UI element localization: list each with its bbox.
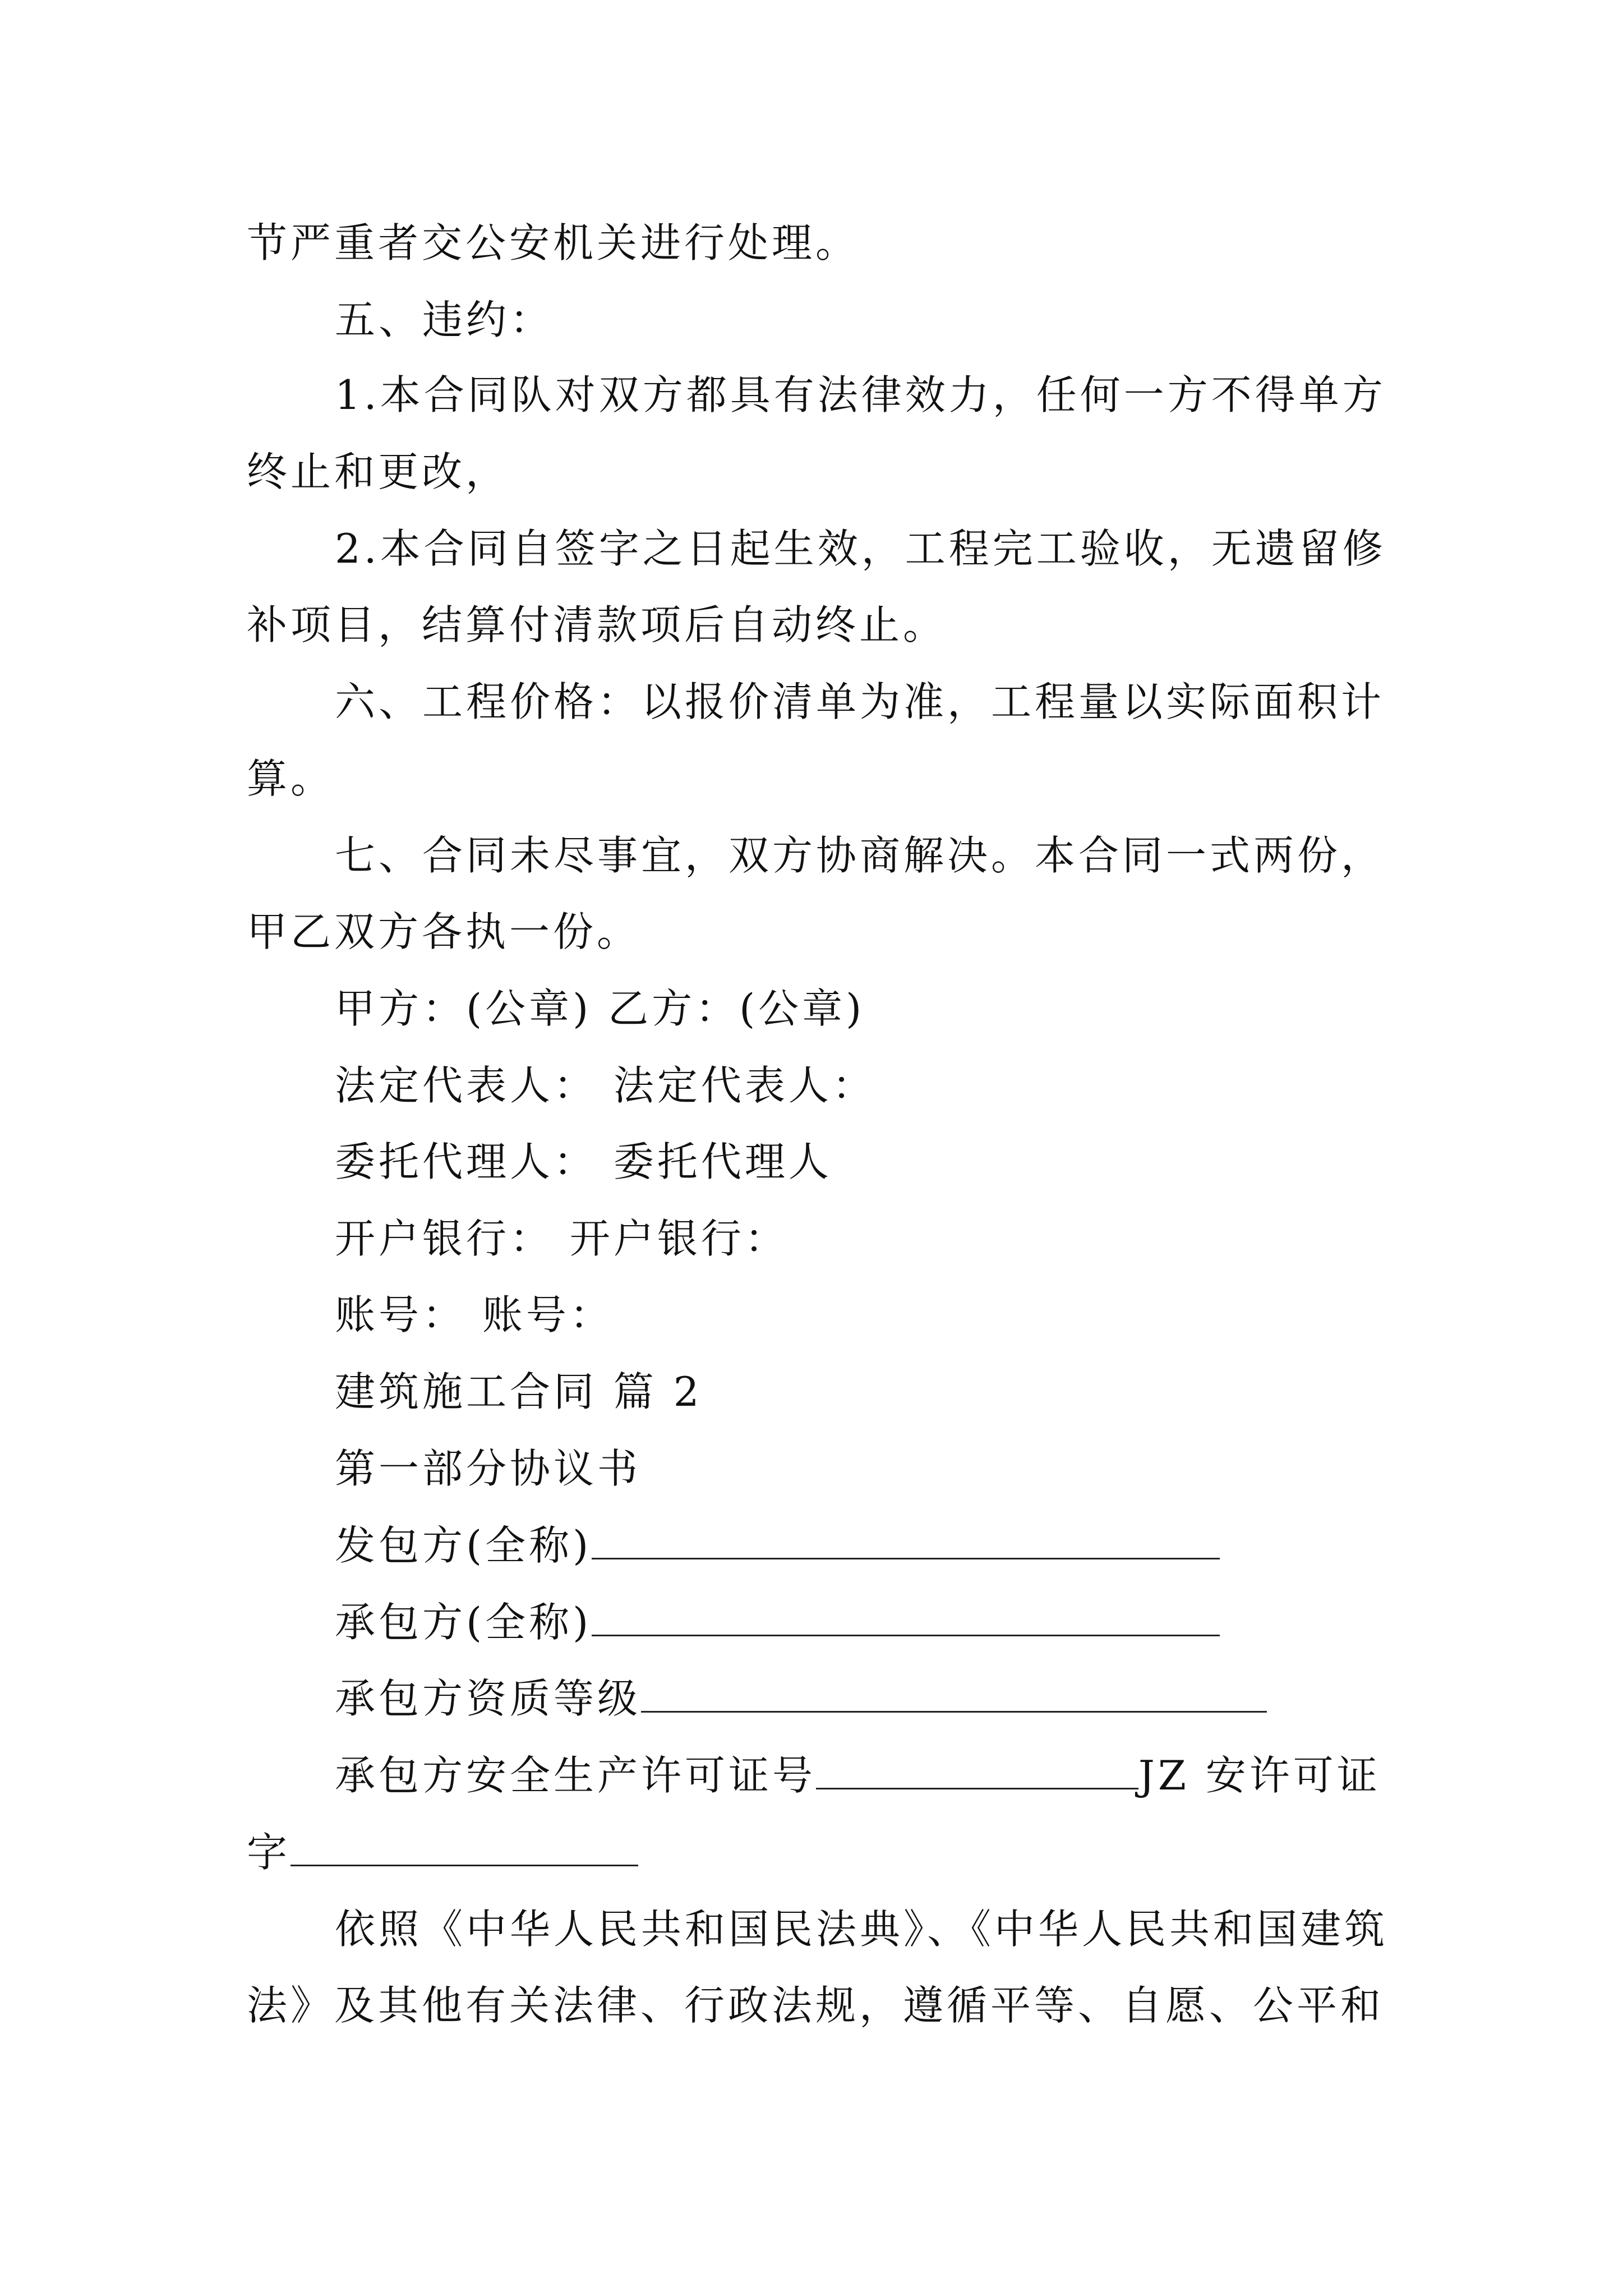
form-row-license-cont	[247, 1824, 638, 1880]
form-row-employer	[335, 1517, 1220, 1573]
form-row-license	[335, 1747, 1381, 1803]
form-row-qualification	[335, 1671, 1267, 1727]
field-label: 承包方安全生产许可证号	[335, 1752, 817, 1799]
section-heading-breach: 五、违约：	[335, 296, 554, 343]
paragraph-line: 补项目，结算付清款项后自动终止。	[247, 601, 947, 648]
paragraph-line: 七、合同未尽事宜，双方协商解决。本合同一式两份，	[335, 832, 1385, 879]
paragraph-line: 终止和更改，	[247, 448, 510, 495]
field-label: 承包方资质等级	[335, 1675, 642, 1722]
form-row-contractor	[335, 1594, 1220, 1650]
paragraph-line: 节严重者交公安机关进行处理。	[247, 219, 860, 266]
signature-line-seal: 甲方：(公章) 乙方：(公章)	[335, 985, 865, 1032]
section-title: 建筑施工合同 篇 2	[335, 1368, 703, 1415]
paragraph-line: 2.本合同自签字之日起生效，工程完工验收，无遗留修	[335, 525, 1386, 572]
section-subtitle: 第一部分协议书	[335, 1445, 642, 1492]
signature-line-bank: 开户银行： 开户银行：	[335, 1215, 789, 1262]
blank-field	[291, 1832, 638, 1866]
paragraph-line: 1.本合同队对双方都具有法律效力，任何一方不得单方	[335, 371, 1386, 418]
blank-field	[592, 1602, 1220, 1636]
blank-field	[592, 1525, 1220, 1559]
signature-line-agent: 委托代理人： 委托代理人	[335, 1138, 832, 1185]
paragraph-line: 甲乙双方各执一份。	[247, 908, 641, 955]
field-label: 字	[247, 1829, 291, 1876]
blank-field	[641, 1678, 1267, 1713]
paragraph-line: 法》及其他有关法律、行政法规，遵循平等、自愿、公平和	[247, 1982, 1385, 2029]
signature-line-account: 账号： 账号：	[335, 1291, 614, 1338]
paragraph-line: 六、工程价格：以报价清单为准，工程量以实际面积计	[335, 678, 1385, 725]
field-label: 承包方(全称)	[335, 1599, 592, 1646]
field-label: JZ 安许可证	[1138, 1752, 1381, 1799]
paragraph-line: 算。	[247, 755, 335, 802]
paragraph-line: 依照《中华人民共和国民法典》、《中华人民共和国建筑	[335, 1906, 1389, 1953]
blank-field	[816, 1755, 1138, 1789]
field-label: 发包方(全称)	[335, 1522, 592, 1569]
signature-line-legal-rep: 法定代表人： 法定代表人：	[335, 1062, 876, 1109]
